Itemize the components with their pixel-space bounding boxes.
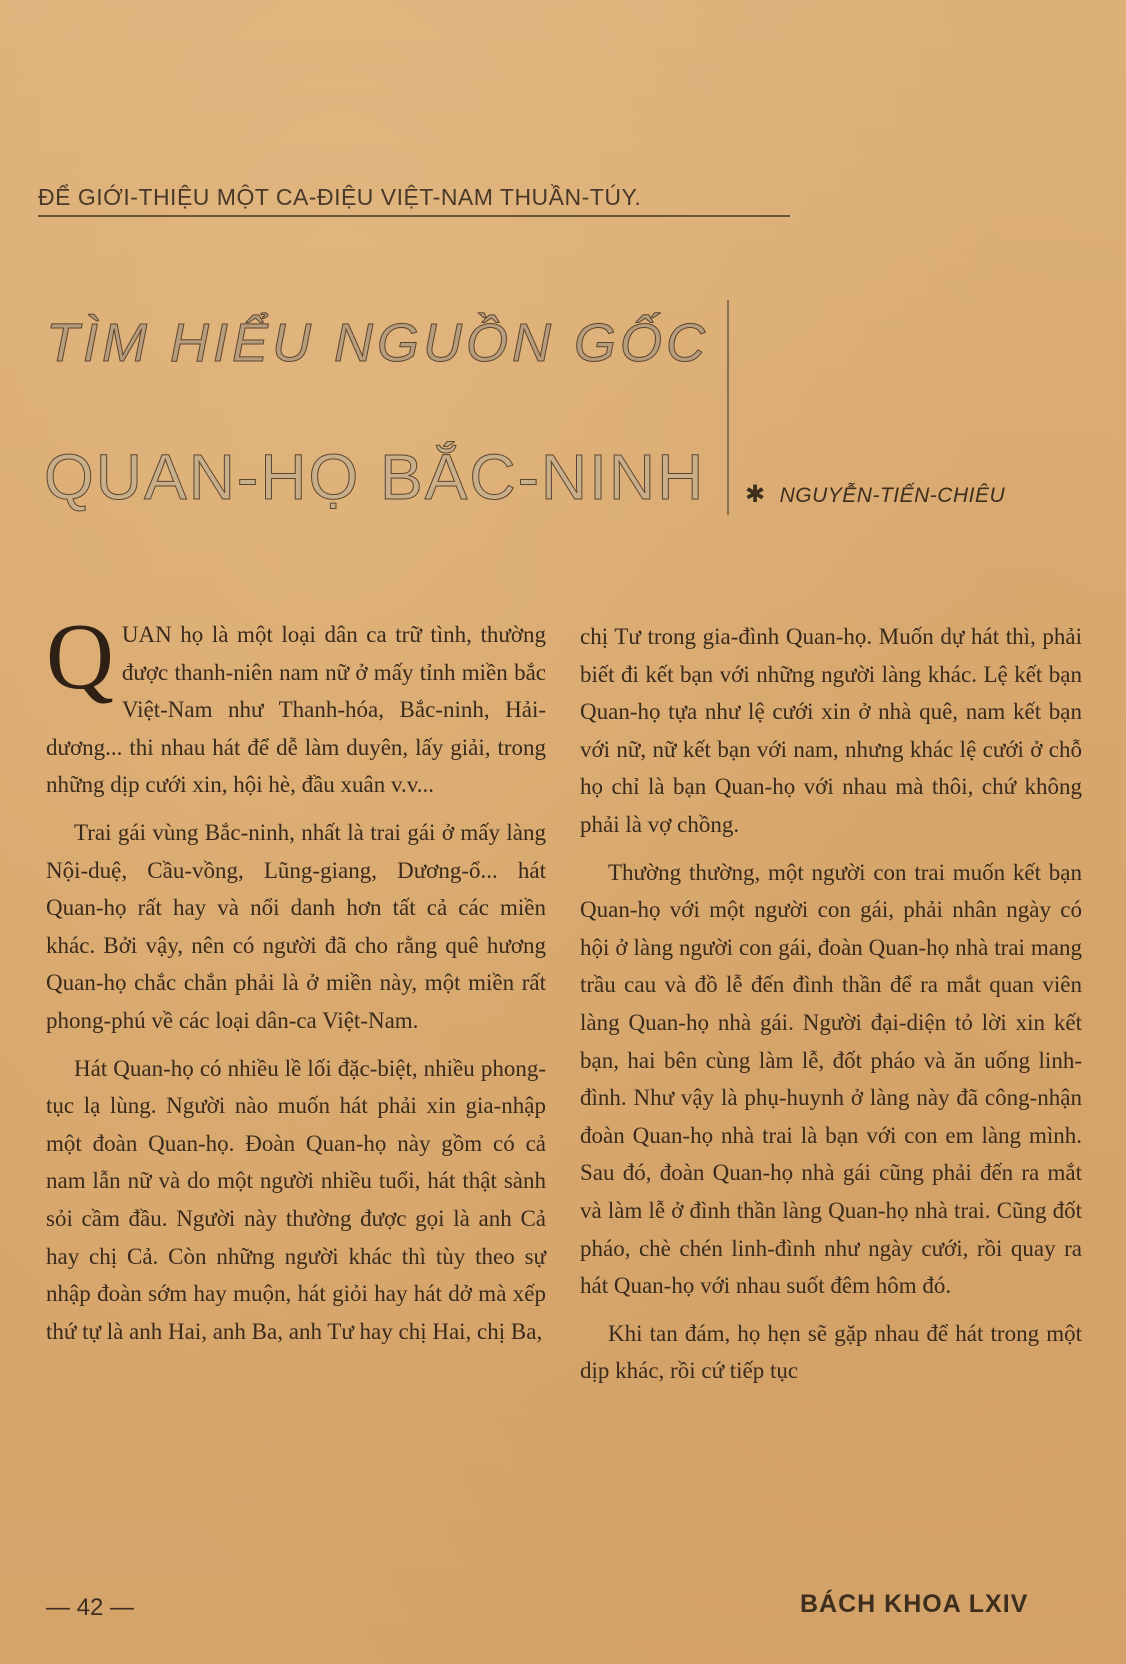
article-paragraph: Thường thường, một người con trai muốn kết bạn Quan-họ với một người con gái, phải nhân ngày có hội ở làng người con gái, đoàn Quan-họ nhà trai mang trầu cau và đồ lễ đến đình thần để ra mắt quan viên làng Quan-họ nhà gái. Người đại-diện tỏ lời xin kết bạn, hai bên cùng làm lễ, đốt pháo và ăn uống linh-đình. Như vậy là phụ-huynh ở làng này đã công-nhận đoàn Quan-họ nhà trai là bạn với con em làng mình. Sau đó, đoàn Quan-họ nhà gái cũng phải đến ra mắt và làm lễ ở đình thần làng Quan-họ nhà trai. Cũng đốt pháo, chè chén linh-đình như ngày cưới, rồi quay ra hát Quan-họ với nhau suốt đêm hôm đó. bbox=[580, 859, 1082, 1299]
drop-cap: Q bbox=[46, 605, 114, 709]
article-paragraph bbox=[46, 605, 546, 804]
article-paragraph: Khi tan đám, họ hẹn sẽ gặp nhau để hát trong một dịp khác, rồi cứ tiếp tục bbox=[580, 1320, 1082, 1384]
kicker-heading: ĐỂ GIỚI-THIỆU MỘT CA-ĐIỆU VIỆT-NAM THUẦN-TÚY. bbox=[38, 184, 790, 217]
publication-name: BÁCH KHOA LXIV bbox=[800, 1590, 1029, 1618]
article-paragraph: Trai gái vùng Bắc-ninh, nhất là trai gái ở mấy làng Nội-duệ, Cầu-vồng, Lũng-giang, Dương-ổ... hát Quan-họ rất hay và nổi danh hơn tất cả các miền khác. Bởi vậy, nên có người đã cho rằng quê hương Quan-họ chắc chắn phải là ở miền này, một miền rất phong-phú về các loại dân-ca Việt-Nam. bbox=[46, 819, 546, 1033]
paragraph-text: UAN họ là một loại dân ca trữ tình, thường được thanh-niên nam nữ ở mấy tỉnh miền bắc Việt-Nam như Thanh-hóa, Bắc-ninh, Hải-dương... thi nhau hát để dễ làm duyên, lấy giải, trong những dịp cưới xin, hội hè, đầu xuân v.v... bbox=[46, 622, 546, 798]
page-number: — 42 — bbox=[46, 1594, 135, 1621]
title-line-2: QUAN-HỌ BẮC-NINH bbox=[44, 441, 706, 513]
article-paragraph: chị Tư trong gia-đình Quan-họ. Muốn dự hát thì, phải biết đi kết bạn với những người làng khác. Lệ kết bạn Quan-họ tựa như lệ cưới xin ở nhà quê, nam kết bạn với nữ, nữ kết bạn với nam, nhưng khác lệ cưới ở chỗ họ chỉ là bạn Quan-họ với nhau mà thôi, chứ không phải là vợ chồng. bbox=[580, 624, 1082, 837]
author-byline bbox=[745, 480, 1005, 509]
author-name: NGUYỄN-TIẾN-CHIÊU bbox=[779, 484, 1006, 507]
title-divider bbox=[727, 300, 729, 515]
article-paragraph: Hát Quan-họ có nhiều lề lối đặc-biệt, nhiều phong-tục lạ lùng. Người nào muốn hát phải xin gia-nhập một đoàn Quan-họ. Đoàn Quan-họ này gồm có cả nam lẫn nữ và do một người nhiều tuổi, hát thật sành sỏi cầm đầu. Người này thường được gọi là anh Cả hay chị Cả. Còn những người khác thì tùy theo sự nhập đoàn sớm hay muộn, hát giỏi hay hát dở mà xếp thứ tự là anh Hai, anh Ba, anh Tư hay chị Hai, chị Ba, bbox=[46, 1055, 546, 1344]
title-line-1: TÌM HIỂU NGUỒN GỐC bbox=[46, 313, 709, 373]
article-left-column bbox=[46, 605, 546, 1360]
article-right-column bbox=[580, 618, 1082, 1400]
star-icon: ✱ bbox=[745, 481, 766, 508]
